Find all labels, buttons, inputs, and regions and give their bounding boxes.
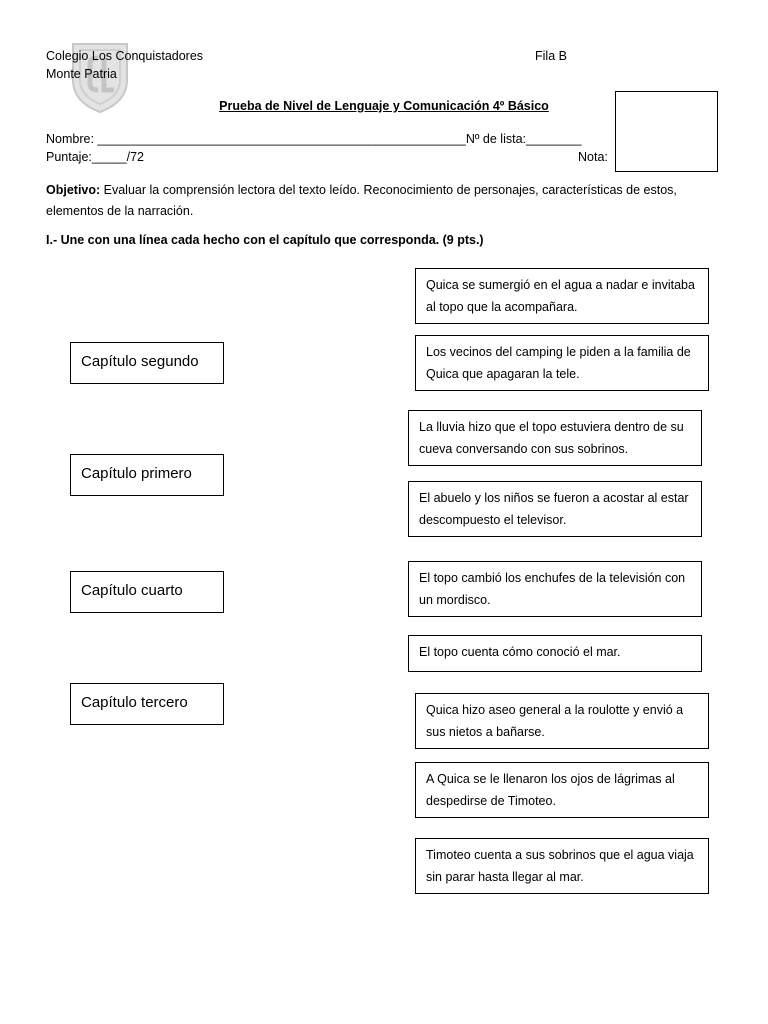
fact-box[interactable]: El topo cambió los enchufes de la televisión con un mordisco. bbox=[408, 561, 702, 617]
fact-box[interactable]: A Quica se le llenaron los ojos de lágrimas al despedirse de Timoteo. bbox=[415, 762, 709, 818]
name-field[interactable]: Nombre: _____________________________________________________Nº de lista:________ bbox=[46, 132, 582, 146]
instruction: I.- Une con una línea cada hecho con el capítulo que corresponda. (9 pts.) bbox=[46, 233, 484, 247]
school-location: Monte Patria bbox=[46, 67, 117, 81]
objective-text: Evaluar la comprensión lectora del texto leído. Reconocimiento de personajes, características de estos, elementos de la narración. bbox=[46, 183, 677, 218]
fact-box[interactable]: La lluvia hizo que el topo estuviera dentro de su cueva conversando con sus sobrinos. bbox=[408, 410, 702, 466]
chapter-box[interactable]: Capítulo primero bbox=[70, 454, 224, 496]
objective-label: Objetivo: bbox=[46, 183, 101, 197]
fact-box[interactable]: Timoteo cuenta a sus sobrinos que el agua viaja sin parar hasta llegar al mar. bbox=[415, 838, 709, 894]
chapter-box[interactable]: Capítulo segundo bbox=[70, 342, 224, 384]
row-label: Fila B bbox=[535, 49, 567, 63]
fact-box[interactable]: Quica se sumergió en el agua a nadar e invitaba al topo que la acompañara. bbox=[415, 268, 709, 324]
score-field[interactable]: Puntaje:_____/72 bbox=[46, 150, 145, 164]
fact-box[interactable]: El abuelo y los niños se fueron a acostar al estar descompuesto el televisor. bbox=[408, 481, 702, 537]
school-name: Colegio Los Conquistadores bbox=[46, 49, 204, 63]
chapter-box[interactable]: Capítulo tercero bbox=[70, 683, 224, 725]
test-title: Prueba de Nivel de Lenguaje y Comunicación 4º Básico bbox=[219, 99, 549, 113]
objective bbox=[46, 180, 726, 222]
grade-label: Nota: bbox=[578, 150, 608, 164]
chapter-box[interactable]: Capítulo cuarto bbox=[70, 571, 224, 613]
fact-box[interactable]: Quica hizo aseo general a la roulotte y envió a sus nietos a bañarse. bbox=[415, 693, 709, 749]
fact-box[interactable]: Los vecinos del camping le piden a la familia de Quica que apagaran la tele. bbox=[415, 335, 709, 391]
grade-box[interactable] bbox=[615, 91, 718, 172]
fact-box[interactable]: El topo cuenta cómo conoció el mar. bbox=[408, 635, 702, 672]
